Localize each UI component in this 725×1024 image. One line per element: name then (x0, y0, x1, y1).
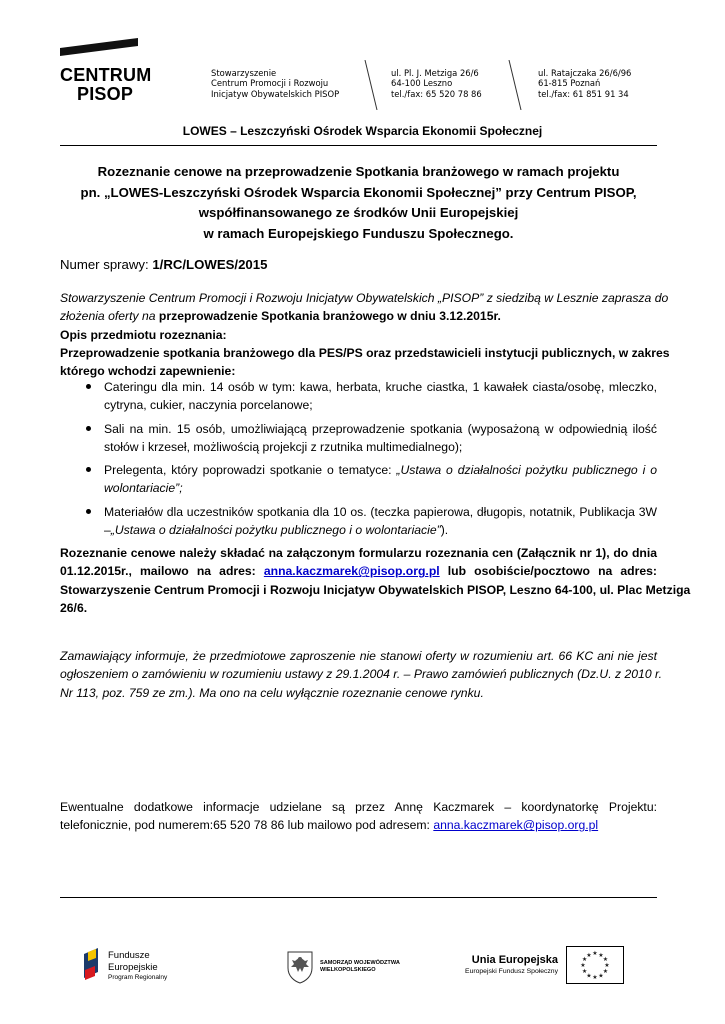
disclaimer-line-2: ogłoszeniem o zamówieniu w rozumieniu ustawy z 29.1.2004 r. – Prawo zamówień publicznych (Dz.U. z 2010 r. (60, 667, 662, 682)
fundusze-europejskie-logo-icon (82, 948, 106, 987)
bullet-icon (86, 467, 91, 472)
list-item-line: Cateringu dla min. 14 osób w tym: kawa, herbata, kruche ciastka, 1 kawałek ciasta/osobę, mleczko, (104, 380, 657, 394)
eu-star-icon: ★ (586, 952, 592, 959)
title-line: pn. „LOWES-Leszczyński Ośrodek Wsparcia Ekonomii Społecznej” przy Centrum PISOP, (80, 184, 637, 200)
contact-line-1: Ewentualne dodatkowe informacje udzielane są przez Annę Kaczmarek – koordynatorkę Projektu: (60, 800, 657, 814)
submission-line-2-end: lub osobiście/pocztowo na adres: (439, 564, 657, 579)
pisop-logo-bar (60, 38, 138, 56)
fe-line: Fundusze (108, 950, 150, 961)
contact-paragraph (60, 798, 657, 835)
intro-line-2-bold: przeprowadzenie Spotkania branżowego w dniu 3.12.2015r. (158, 309, 501, 324)
header-rule (60, 145, 657, 146)
org-name-block (211, 68, 339, 99)
logo-line-1: CENTRUM (60, 65, 152, 85)
eu-star-icon: ★ (602, 969, 609, 976)
requirements-list (60, 378, 657, 544)
intro-line-1: Stowarzyszenie Centrum Promocji i Rozwoju Inicjatyw Obywatelskich „PISOP” z siedzibą w Lesznie zaprasza do (60, 291, 669, 305)
disclaimer-paragraph (60, 647, 662, 702)
submission-email-link[interactable]: anna.kaczmarek@pisop.org.pl (263, 564, 440, 579)
subject-line-1: Przeprowadzenie spotkania branżowego dla PES/PS oraz przedstawicieli instytucji publicznych, w zakres (60, 345, 670, 360)
list-item-text: – (104, 523, 111, 538)
header-divider (508, 60, 522, 110)
list-item (60, 378, 657, 415)
list-item-line: cytryna, cukier, naczynia porcelanowe; (104, 398, 313, 413)
list-item-text-italic: „Ustawa o działalności pożytku publicznego i o (396, 463, 657, 478)
header-divider (364, 60, 378, 110)
bullet-icon (86, 509, 91, 514)
title-line: Rozeznanie cenowe na przeprowadzenie Spotkania branżowego w ramach projektu (97, 164, 620, 179)
pisop-logo (60, 66, 151, 104)
org-line: Inicjatyw Obywatelskich PISOP (211, 88, 340, 99)
fe-small-line: Program Regionalny (108, 974, 168, 981)
address-line: ul. Pl. J. Metziga 26/6 (391, 68, 479, 78)
list-item-line: Materiałów dla uczestników spotkania dla 10 os. (teczka papierowa, długopis, notatnik, Publikacja 3W (104, 504, 657, 519)
list-item-line: Sali na min. 15 osób, umożliwiającą przeprowadzenie spotkania (wyposażoną w odpowiednią ilość (104, 421, 657, 436)
address-line: 61-815 Poznań (538, 78, 601, 89)
address-line: tel./fax: 65 520 78 86 (391, 88, 482, 99)
eu-star-icon: ★ (580, 963, 586, 970)
eu-star-icon: ★ (598, 973, 604, 980)
submission-paragraph (60, 544, 691, 617)
address-line: tel./fax: 61 851 91 34 (538, 88, 629, 99)
contact-line-2-start: telefonicznie, pod numerem:65 520 78 86 lub mailowo pod adresem: (60, 818, 434, 833)
eu-star-icon: ★ (592, 951, 598, 958)
address-line: ul. Ratajczaka 26/6/96 (538, 68, 632, 78)
eu-star-icon: ★ (598, 952, 604, 959)
submission-line-3: Stowarzyszenie Centrum Promocji i Rozwoju Inicjatyw Obywatelskich PISOP, Leszno 64-100, ul. Plac Metziga (60, 582, 691, 597)
list-item-line: wolontariacie”; (104, 481, 183, 496)
address-line: 64-100 Leszno (391, 78, 453, 89)
disclaimer-line-3: Nr 113, poz. 759 ze zm.). Ma ono na celu wyłącznie rozeznanie cenowe rynku. (60, 685, 484, 700)
eu-star-icon: ★ (592, 975, 598, 982)
list-item (60, 503, 657, 540)
logo-line-2: PISOP (77, 84, 134, 104)
eu-star-icon: ★ (581, 969, 588, 976)
list-item-text: Prelegenta, który poprowadzi spotkanie o tematyce: (104, 463, 397, 478)
eu-subtitle: Europejski Fundusz Społeczny (465, 968, 558, 975)
org-line: Stowarzyszenie (211, 68, 277, 78)
leszno-address-block (391, 68, 482, 99)
eu-star-icon: ★ (604, 963, 610, 970)
wlkp-line: SAMORZĄD WOJEWÓDZTWA (320, 960, 400, 966)
footer-rule (60, 897, 657, 898)
case-label: Numer sprawy: (60, 257, 153, 272)
wielkopolska-text (320, 960, 400, 974)
project-title: LOWES – Leszczyński Ośrodek Wsparcia Ekonomii Społecznej (182, 124, 543, 138)
title-line: współfinansowanego ze środków Unii Europejskiej (198, 205, 519, 220)
bullet-icon (86, 384, 91, 389)
case-number: 1/RC/LOWES/2015 (152, 257, 268, 272)
intro-paragraph (60, 289, 670, 380)
eu-star-icon: ★ (602, 957, 609, 964)
submission-line-2-start: 01.12.2015r., mailowo na adres: (60, 564, 264, 579)
title-line: w ramach Europejskiego Funduszu Społecznego. (203, 225, 514, 241)
document-title (60, 162, 657, 244)
eu-flag-icon (566, 946, 624, 984)
org-line: Centrum Promocji i Rozwoju (211, 78, 329, 89)
case-number-line (60, 257, 267, 272)
intro-line-2-italic: złożenia oferty na (60, 309, 159, 324)
fe-line: Europejskie (108, 961, 158, 973)
submission-line-1: Rozeznanie cenowe należy składać na załączonym formularzu rozeznania cen (Załącznik nr 1), do dnia (60, 546, 657, 560)
submission-line-4: 26/6. (60, 600, 88, 615)
disclaimer-line-1: Zamawiający informuje, że przedmiotowe zaproszenie nie stanowi oferty w rozumieniu art. 66 KC ani nie jest (60, 649, 657, 663)
subject-line-2: którego wchodzi zapewnienie: (60, 364, 236, 379)
eu-text (446, 954, 558, 977)
wielkopolska-crest-icon (286, 950, 314, 989)
wlkp-line: WIELKOPOLSKIEGO (320, 967, 376, 973)
eu-star-icon: ★ (586, 973, 592, 980)
eu-title: Unia Europejska (471, 954, 558, 966)
poznan-address-block (538, 68, 631, 99)
subject-heading: Opis przedmiotu rozeznania: (60, 327, 227, 342)
fundusze-europejskie-text (108, 950, 167, 982)
list-item-line: stołów i krzeseł, możliwością projekcji z rzutnika multimedialnego); (104, 439, 463, 454)
bullet-icon (86, 426, 91, 431)
list-item (60, 461, 657, 498)
list-item-text: ). (440, 523, 449, 538)
contact-email-link[interactable]: anna.kaczmarek@pisop.org.pl (433, 818, 599, 833)
list-item-text-italic: „Ustawa o działalności pożytku publicznego i o wolontariacie” (110, 523, 441, 538)
eu-star-icon: ★ (581, 957, 588, 964)
list-item (60, 420, 657, 457)
